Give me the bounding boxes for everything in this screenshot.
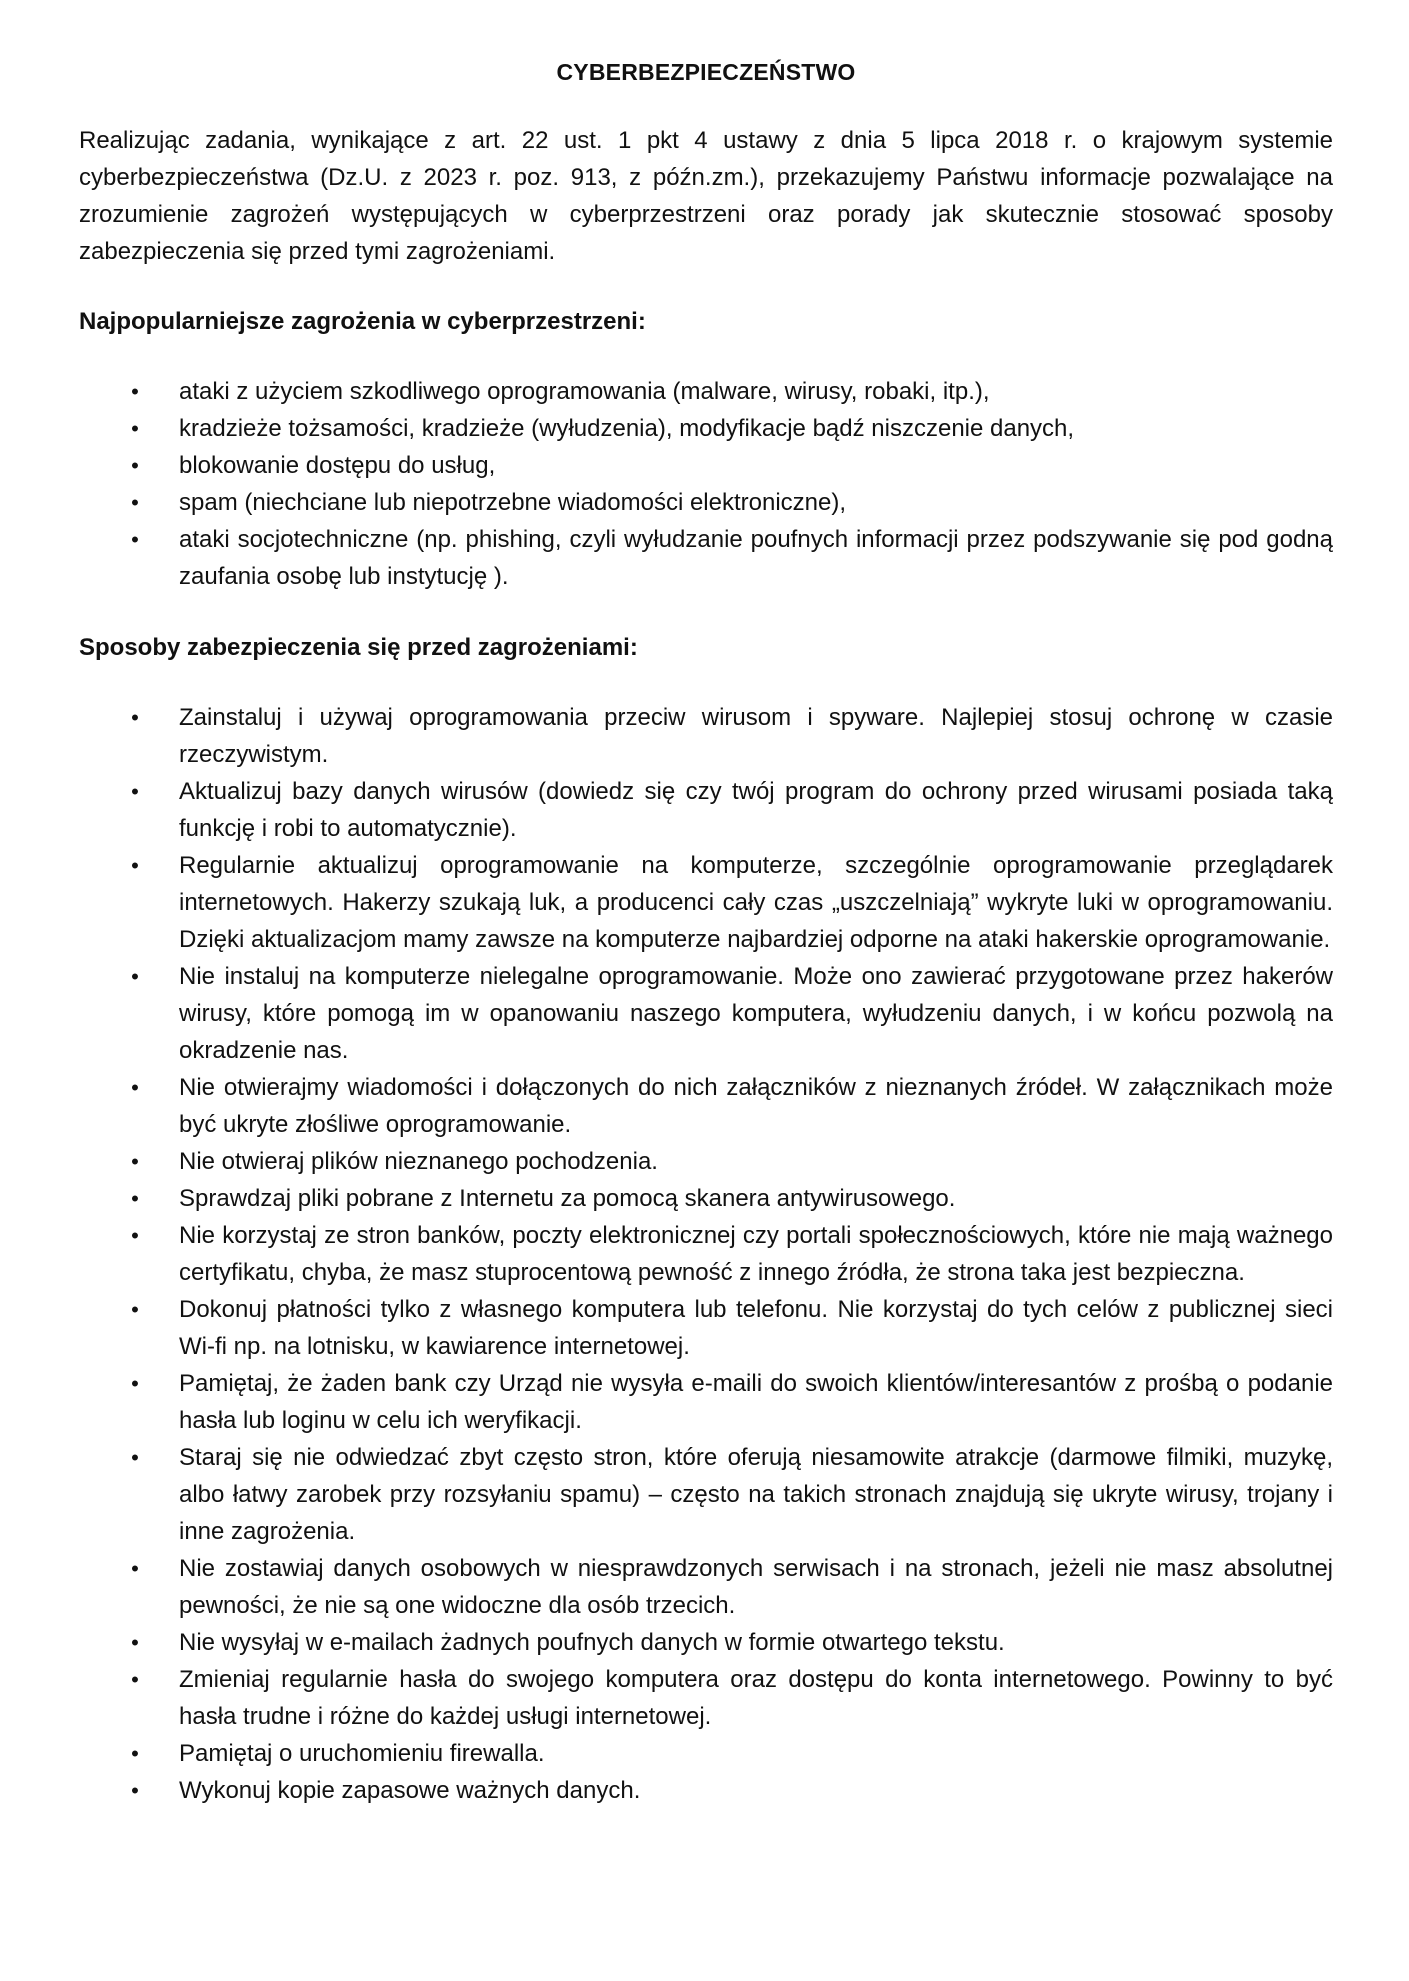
bullet-icon: •	[131, 1556, 139, 1581]
measures-heading: Sposoby zabezpieczenia się przed zagrożeniami:	[79, 634, 638, 661]
list-item	[79, 447, 1333, 484]
bullet-icon: •	[131, 853, 139, 878]
list-item	[79, 1291, 1333, 1365]
list-item-text: Nie zostawiaj danych osobowych w niesprawdzonych serwisach i na stronach, jeżeli nie masz absolutnej pewności, że nie są one widoczne dla osób trzecich.	[179, 1555, 1333, 1619]
list-item-text: Aktualizuj bazy danych wirusów (dowiedz się czy twój program do ochrony przed wirusami posiada taką funkcję i robi to automatycznie).	[179, 778, 1333, 842]
list-item-text: spam (niechciane lub niepotrzebne wiadomości elektroniczne),	[179, 489, 847, 516]
list-item-text: Nie korzystaj ze stron banków, poczty elektronicznej czy portali społecznościowych, które nie mają ważnego certyfikatu, chyba, że masz stuprocentową pewność z innego źródła, że strona taka jest bezpieczna.	[179, 1222, 1333, 1286]
list-item-text: Zainstaluj i używaj oprogramowania przeciw wirusom i spyware. Najlepiej stosuj ochronę w czasie rzeczywistym.	[179, 704, 1333, 768]
list-item	[79, 699, 1333, 773]
list-item-text: Dokonuj płatności tylko z własnego komputera lub telefonu. Nie korzystaj do tych celów z publicznej sieci Wi-fi np. na lotnisku, w kawiarence internetowej.	[179, 1296, 1333, 1360]
list-item	[79, 1069, 1333, 1143]
list-item-text: Pamiętaj o uruchomieniu firewalla.	[179, 1740, 545, 1767]
bullet-icon: •	[131, 779, 139, 804]
list-item	[79, 1180, 1333, 1217]
intro-paragraph: Realizując zadania, wynikające z art. 22 ust. 1 pkt 4 ustawy z dnia 5 lipca 2018 r. o krajowym systemie cyberbezpieczeństwa (Dz.U. z 2023 r. poz. 913, z późn.zm.), przekazujemy Państwu informacje pozwalające na zrozumienie zagrożeń występujących w cyberprzestrzeni oraz porady jak skutecznie stosować sposoby zabezpieczenia się przed tymi zagrożeniami.	[79, 127, 1333, 265]
bullet-icon: •	[131, 1149, 139, 1174]
bullet-icon: •	[131, 1445, 139, 1470]
list-item-text: blokowanie dostępu do usług,	[179, 452, 496, 479]
list-item-text: ataki z użyciem szkodliwego oprogramowania (malware, wirusy, robaki, itp.),	[179, 378, 990, 405]
bullet-icon: •	[131, 1075, 139, 1100]
bullet-icon: •	[131, 1186, 139, 1211]
bullet-icon: •	[131, 416, 139, 441]
threats-list	[79, 373, 1333, 595]
document-content	[79, 52, 1333, 1809]
list-item-text: Nie wysyłaj w e-mailach żadnych poufnych danych w formie otwartego tekstu.	[179, 1629, 1005, 1656]
list-item-text: Nie otwieraj plików nieznanego pochodzenia.	[179, 1148, 658, 1175]
list-item-text: Zmieniaj regularnie hasła do swojego komputera oraz dostępu do konta internetowego. Powinny to być hasła trudne i różne do każdej usługi internetowej.	[179, 1666, 1333, 1730]
list-item-text: ataki socjotechniczne (np. phishing, czyli wyłudzanie poufnych informacji przez podszywanie się pod godną zaufania osobę lub instytucję ).	[179, 526, 1333, 590]
list-item	[79, 847, 1333, 958]
bullet-icon: •	[131, 1371, 139, 1396]
bullet-icon: •	[131, 1223, 139, 1248]
bullet-icon: •	[131, 379, 139, 404]
list-item-text: kradzieże tożsamości, kradzieże (wyłudzenia), modyfikacje bądź niszczenie danych,	[179, 415, 1075, 442]
bullet-icon: •	[131, 527, 139, 552]
bullet-icon: •	[131, 453, 139, 478]
list-item	[79, 1624, 1333, 1661]
list-item-text: Pamiętaj, że żaden bank czy Urząd nie wysyła e-maili do swoich klientów/interesantów z prośbą o podanie hasła lub loginu w celu ich weryfikacji.	[179, 1370, 1333, 1434]
measures-list	[79, 699, 1333, 1809]
bullet-icon: •	[131, 705, 139, 730]
bullet-icon: •	[131, 1667, 139, 1692]
list-item-text: Nie otwierajmy wiadomości i dołączonych do nich załączników z nieznanych źródeł. W załącznikach może być ukryte złośliwe oprogramowanie.	[179, 1074, 1333, 1138]
list-item	[79, 1550, 1333, 1624]
list-item	[79, 1735, 1333, 1772]
bullet-icon: •	[131, 1778, 139, 1803]
threats-heading: Najpopularniejsze zagrożenia w cyberprzestrzeni:	[79, 308, 646, 335]
list-item-text: Regularnie aktualizuj oprogramowanie na komputerze, szczególnie oprogramowanie przeglądarek internetowych. Hakerzy szukają luk, a producenci cały czas „uszczelniają” wykryte luki w oprogramowaniu. Dzięki aktualizacjom mamy zawsze na komputerze najbardziej odporne na ataki hakerskie oprogramowanie.	[179, 852, 1333, 953]
list-item	[79, 373, 1333, 410]
list-item-text: Staraj się nie odwiedzać zbyt często stron, które oferują niesamowite atrakcje (darmowe filmiki, muzykę, albo łatwy zarobek przy rozsyłaniu spamu) – często na takich stronach znajdują się ukryte wirusy, trojany i inne zagrożenia.	[179, 1444, 1333, 1545]
page-title: CYBERBEZPIECZEŃSTWO	[556, 59, 856, 85]
bullet-icon: •	[131, 964, 139, 989]
list-item-text: Sprawdzaj pliki pobrane z Internetu za pomocą skanera antywirusowego.	[179, 1185, 956, 1212]
list-item	[79, 484, 1333, 521]
bullet-icon: •	[131, 1297, 139, 1322]
list-item	[79, 521, 1333, 595]
list-item	[79, 410, 1333, 447]
list-item	[79, 1143, 1333, 1180]
list-item	[79, 1661, 1333, 1735]
list-item	[79, 773, 1333, 847]
list-item	[79, 1217, 1333, 1291]
bullet-icon: •	[131, 1741, 139, 1766]
list-item	[79, 1772, 1333, 1809]
list-item	[79, 1365, 1333, 1439]
list-item	[79, 958, 1333, 1069]
list-item-text: Nie instaluj na komputerze nielegalne oprogramowanie. Może ono zawierać przygotowane przez hakerów wirusy, które pomogą im w opanowaniu naszego komputera, wyłudzeniu danych, i w końcu pozwolą na okradzenie nas.	[179, 963, 1333, 1064]
list-item	[79, 1439, 1333, 1550]
bullet-icon: •	[131, 1630, 139, 1655]
bullet-icon: •	[131, 490, 139, 515]
list-item-text: Wykonuj kopie zapasowe ważnych danych.	[179, 1777, 641, 1804]
